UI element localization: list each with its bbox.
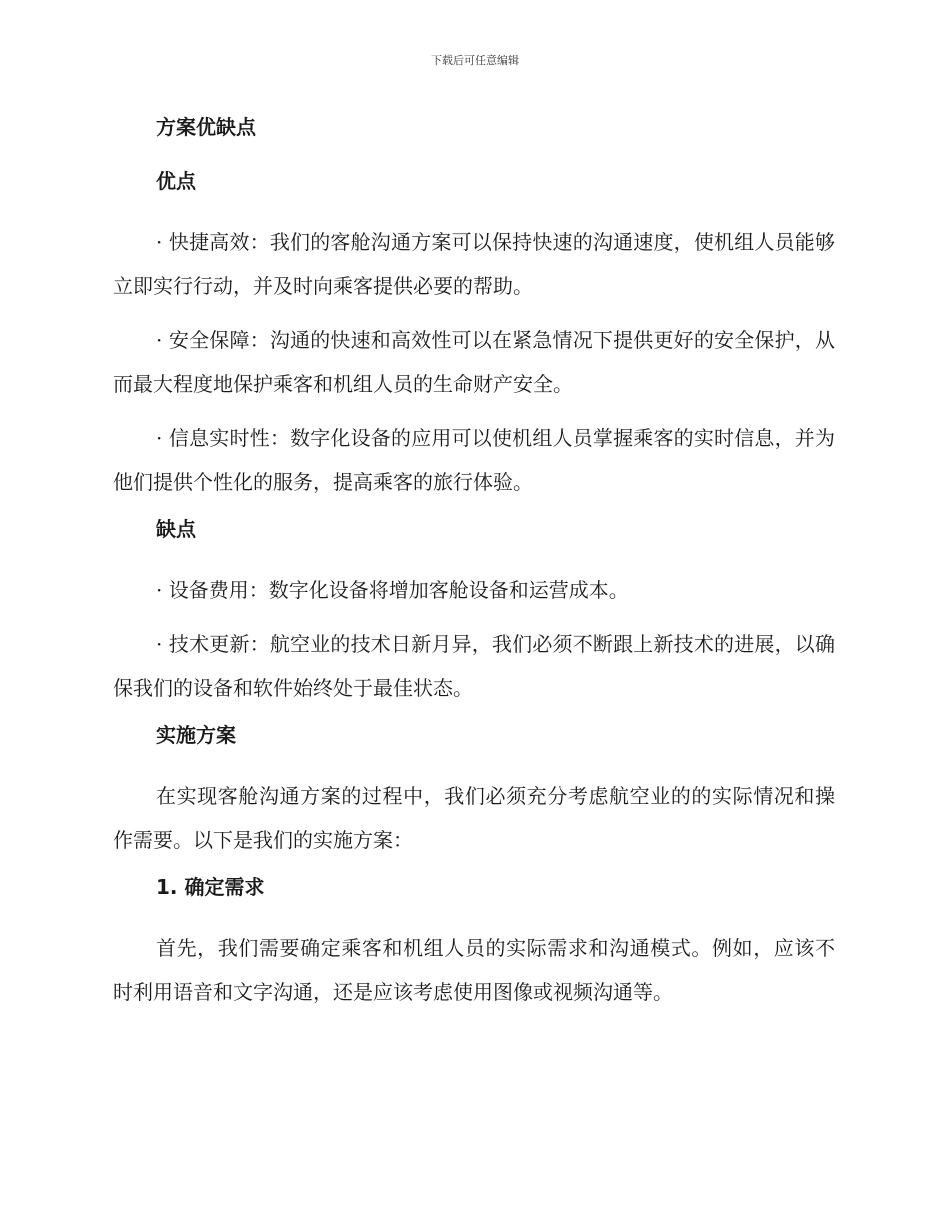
pros-item-1: · 快捷高效：我们的客舱沟通方案可以保持快速的沟通速度，使机组人员能够立即实行行动，并及时向乘客提供必要的帮助。 — [113, 230, 835, 298]
cons-item-2: · 技术更新：航空业的技术日新月异，我们必须不断跟上新技术的进展，以确保我们的设备和软件始终处于最佳状态。 — [113, 632, 835, 700]
step-1-body: 首先，我们需要确定乘客和机组人员的实际需求和沟通模式。例如，应该不时利用语音和文字沟通，还是应该考虑使用图像或视频沟通等。 — [113, 936, 835, 1004]
page-header: 下载后可任意编辑 — [431, 54, 519, 67]
pros-item-2: · 安全保障：沟通的快速和高效性可以在紧急情况下提供更好的安全保护，从而最大程度地保护乘客和机组人员的生命财产安全。 — [113, 328, 835, 396]
document-body — [113, 112, 835, 1024]
step-title-1: 1. 确定需求 — [156, 875, 265, 899]
subsection-title-pros: 优点 — [156, 169, 196, 193]
pros-item-3: · 信息实时性：数字化设备的应用可以使机组人员掌握乘客的实时信息，并为他们提供个性化的服务，提高乘客的旅行体验。 — [113, 426, 835, 494]
section-title-pros-cons: 方案优缺点 — [156, 115, 256, 139]
cons-item-1: · 设备费用：数字化设备将增加客舱设备和运营成本。 — [156, 578, 629, 602]
subsection-title-cons: 缺点 — [156, 517, 196, 541]
implementation-intro: 在实现客舱沟通方案的过程中，我们必须充分考虑航空业的的实际情况和操作需要。以下是我们的实施方案： — [113, 784, 835, 852]
section-title-implementation: 实施方案 — [156, 723, 236, 747]
